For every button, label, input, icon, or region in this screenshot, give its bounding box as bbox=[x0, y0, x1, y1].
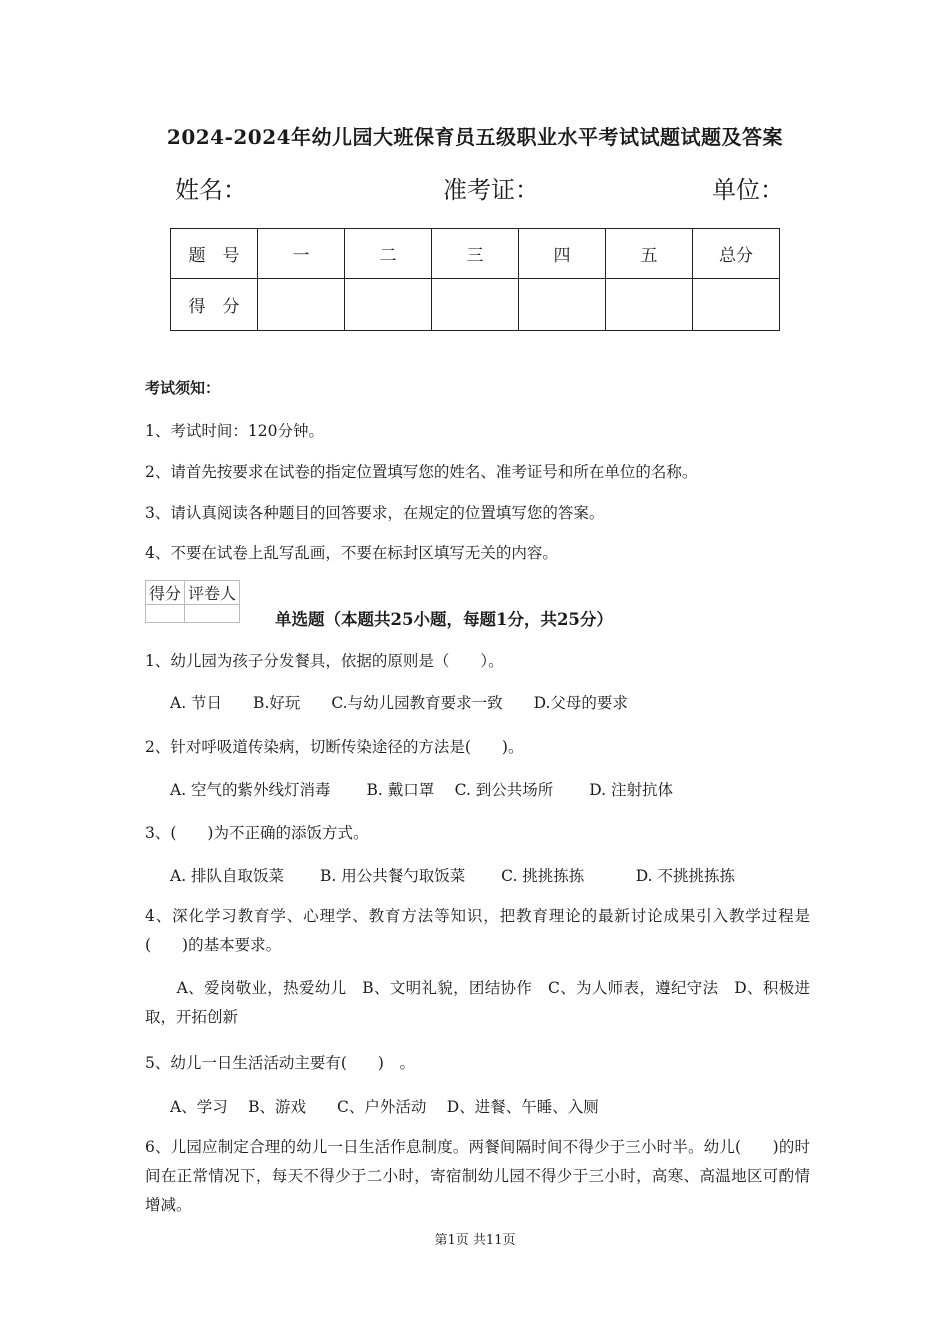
score-cell bbox=[606, 279, 693, 331]
grader-score-label: 得分 bbox=[146, 581, 185, 605]
score-table-header: 三 bbox=[432, 229, 519, 279]
score-table-header: 一 bbox=[258, 229, 345, 279]
grader-score-cell bbox=[146, 605, 185, 623]
score-cell bbox=[432, 279, 519, 331]
question-5: 5、幼儿一日生活活动主要有( ) 。 bbox=[145, 1054, 415, 1072]
notice-item: 4、不要在试卷上乱写乱画，不要在标封区填写无关的内容。 bbox=[145, 544, 558, 562]
question-3: 3、( )为不正确的添饭方式。 bbox=[145, 824, 369, 842]
notice-item: 2、请首先按要求在试卷的指定位置填写您的姓名、准考证号和所在单位的名称。 bbox=[145, 463, 698, 481]
score-table-header: 四 bbox=[519, 229, 606, 279]
question-6: 6、儿园应制定合理的幼儿一日生活作息制度。两餐间隔时间不得少于三小时半。幼儿( )的时间在正常情况下，每天不得少于二小时，寄宿制幼儿园不得少于三小时，高寒、高温地区可酌情增减。 bbox=[145, 1138, 810, 1214]
score-table-header: 五 bbox=[606, 229, 693, 279]
question-4: 4、深化学习教育学、心理学、教育方法等知识，把教育理论的最新讨论成果引入教学过程是( )的基本要求。 bbox=[145, 907, 810, 954]
score-cell bbox=[258, 279, 345, 331]
grader-name-label: 评卷人 bbox=[185, 581, 240, 605]
notice-heading: 考试须知： bbox=[145, 379, 221, 397]
question-1: 1、幼儿园为孩子分发餐具，依据的原则是（ ）。 bbox=[145, 652, 504, 670]
score-table-header: 总分 bbox=[693, 229, 780, 279]
name-field-label: 姓名： bbox=[175, 176, 247, 204]
question-2-options: A. 空气的紫外线灯消毒 B. 戴口罩 C. 到公共场所 D. 注射抗体 bbox=[170, 781, 673, 799]
score-cell bbox=[693, 279, 780, 331]
question-1-options: A. 节日 B.好玩 C.与幼儿园教育要求一致 D.父母的要求 bbox=[170, 694, 628, 712]
score-cell bbox=[345, 279, 432, 331]
page-title: 2024-2024年幼儿园大班保育员五级职业水平考试试题试题及答案 bbox=[166, 125, 784, 149]
section-title: 单选题（本题共25小题，每题1分，共25分） bbox=[275, 610, 613, 629]
score-table-header: 题 号 bbox=[171, 229, 258, 279]
question-4-options: A、爱岗敬业，热爱幼儿 B、文明礼貌，团结协作 C、为人师表，遵纪守法 D、积极进取，开拓创新 bbox=[145, 979, 810, 1026]
page-footer: 第1页 共11页 bbox=[434, 1233, 516, 1248]
notice-item: 1、考试时间：120分钟。 bbox=[145, 422, 324, 440]
unit-field-label: 单位： bbox=[712, 176, 784, 204]
question-3-options: A. 排队自取饭菜 B. 用公共餐勺取饭菜 C. 挑挑拣拣 D. 不挑挑拣拣 bbox=[170, 867, 735, 885]
score-table-header: 二 bbox=[345, 229, 432, 279]
score-row-label: 得 分 bbox=[171, 279, 258, 331]
grader-box bbox=[145, 580, 240, 623]
score-cell bbox=[519, 279, 606, 331]
exam-id-field-label: 准考证： bbox=[443, 176, 539, 204]
grader-name-cell bbox=[185, 605, 240, 623]
question-2: 2、针对呼吸道传染病，切断传染途径的方法是( )。 bbox=[145, 738, 524, 756]
score-table bbox=[170, 228, 780, 331]
notice-item: 3、请认真阅读各种题目的回答要求，在规定的位置填写您的答案。 bbox=[145, 504, 605, 522]
question-5-options: A、学习 B、游戏 C、户外活动 D、进餐、午睡、入厕 bbox=[170, 1098, 599, 1116]
